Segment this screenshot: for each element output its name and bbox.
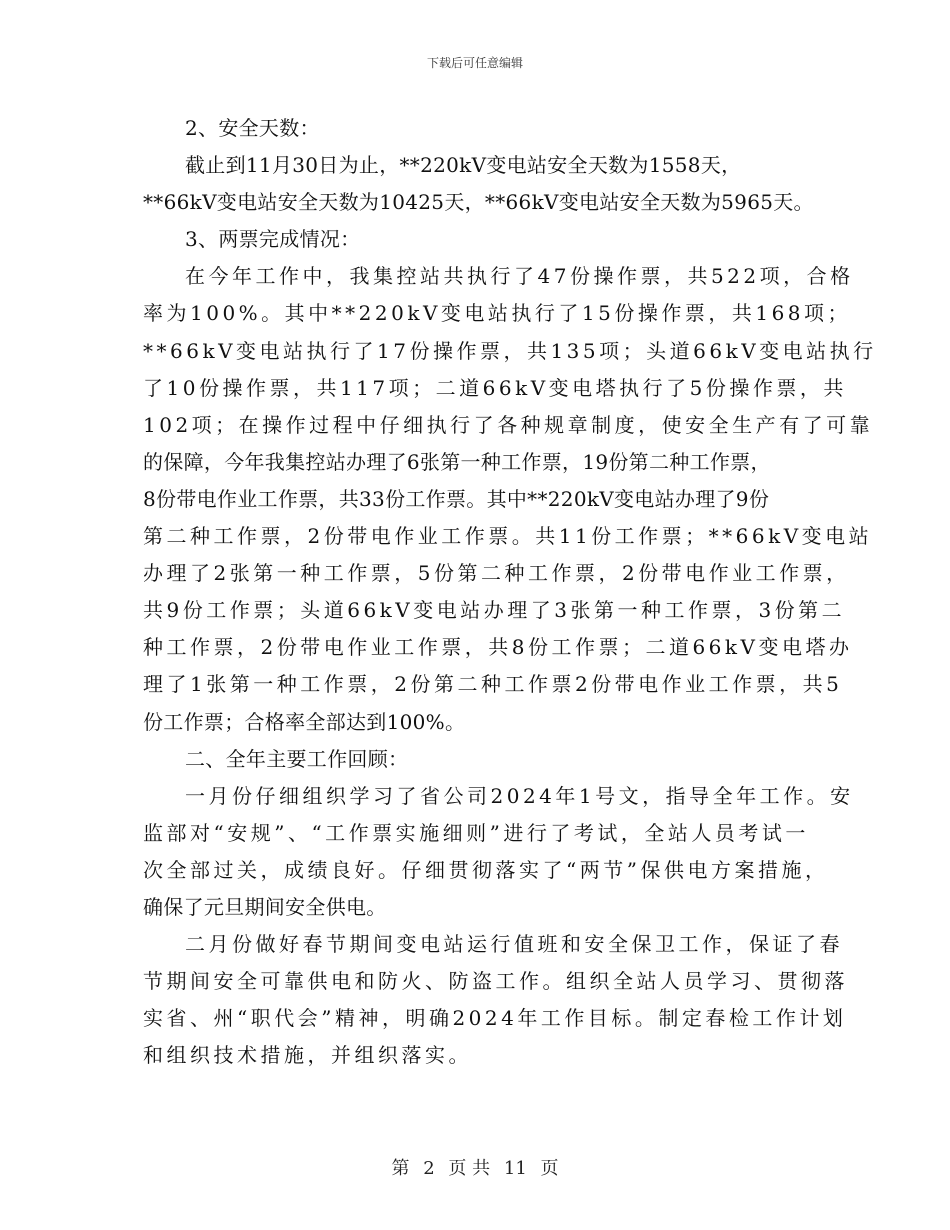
paragraph-line: 截止到11月30日为止，**220kV变电站安全天数为1558天， <box>185 153 742 178</box>
page-footer <box>0 1154 950 1180</box>
paragraph-line: 节期间安全可靠供电和防火、防盗工作。组织全站人员学习、贯彻落 <box>143 969 848 994</box>
section-heading-tickets: 3、两票完成情况： <box>185 227 361 252</box>
paragraph-line: 理了1张第一种工作票，2份第二种工作票2份带电作业工作票，共5 <box>143 672 843 697</box>
current-page-number: 2 <box>423 1158 435 1179</box>
paragraph-line: **66kV变电站安全天数为10425天，**66kV变电站安全天数为5965天。 <box>143 190 814 215</box>
footer-suffix: 页 <box>540 1158 559 1179</box>
footer-middle: 页 共 <box>448 1158 491 1179</box>
section-heading-safety-days: 2、安全天数： <box>185 116 320 140</box>
paragraph-line: 二月份做好春节期间变电站运行值班和安全保卫工作，保证了春 <box>185 932 843 957</box>
paragraph-line: 共9份工作票；头道66kV变电站办理了3张第一种工作票，3份第二 <box>143 598 846 623</box>
paragraph-line: 种工作票，2份带电作业工作票，共8份工作票；二道66kV变电塔办 <box>143 635 853 660</box>
paragraph-line: 确保了元旦期间安全供电。 <box>143 894 387 919</box>
paragraph-line: 在今年工作中，我集控站共执行了47份操作票，共522项，合格 <box>185 264 854 289</box>
paragraph-line: 办理了2张第一种工作票，5份第二种工作票，2份带电作业工作票， <box>143 561 850 586</box>
section-heading-year-review: 二、全年主要工作回顾： <box>185 746 409 771</box>
footer-prefix: 第 <box>391 1158 410 1179</box>
page-header: 下载后可任意编辑 <box>426 56 523 70</box>
total-page-count: 11 <box>503 1158 527 1179</box>
paragraph-line: 的保障，今年我集控站办理了6张第一种工作票，19份第二种工作票， <box>143 449 771 474</box>
paragraph-line: 102项；在操作过程中仔细执行了各种规章制度，使安全生产有了可靠 <box>143 412 874 437</box>
paragraph-line: 率为100%。其中**220kV变电站执行了15份操作票，共168项； <box>143 301 852 326</box>
paragraph-line: 第二种工作票，2份带电作业工作票。共11份工作票；**66kV变电站 <box>143 524 873 549</box>
paragraph-line: 和组织技术措施，并组织落实。 <box>143 1043 472 1068</box>
paragraph-line: 监部对“安规”、“工作票实施细则”进行了考试，全站人员考试一 <box>143 820 809 845</box>
document-body <box>143 110 877 1074</box>
paragraph-line: 了10份操作票，共117项；二道66kV变电塔执行了5份操作票，共 <box>143 375 847 400</box>
paragraph-line: 一月份仔细组织学习了省公司2024年1号文，指导全年工作。安 <box>185 783 854 808</box>
paragraph-line: 次全部过关，成绩良好。仔细贯彻落实了“两节”保供电方案措施， <box>143 857 829 882</box>
paragraph-line: 8份带电作业工作票，共33份工作票。其中**220kV变电站办理了9份 <box>143 486 770 511</box>
paragraph-line: **66kV变电站执行了17份操作票，共135项；头道66kV变电站执行 <box>143 338 877 363</box>
paragraph-line: 实省、州“职代会”精神，明确2024年工作目标。制定春检工作计划 <box>143 1006 847 1031</box>
paragraph-line: 份工作票；合格率全部达到100%。 <box>143 709 466 734</box>
